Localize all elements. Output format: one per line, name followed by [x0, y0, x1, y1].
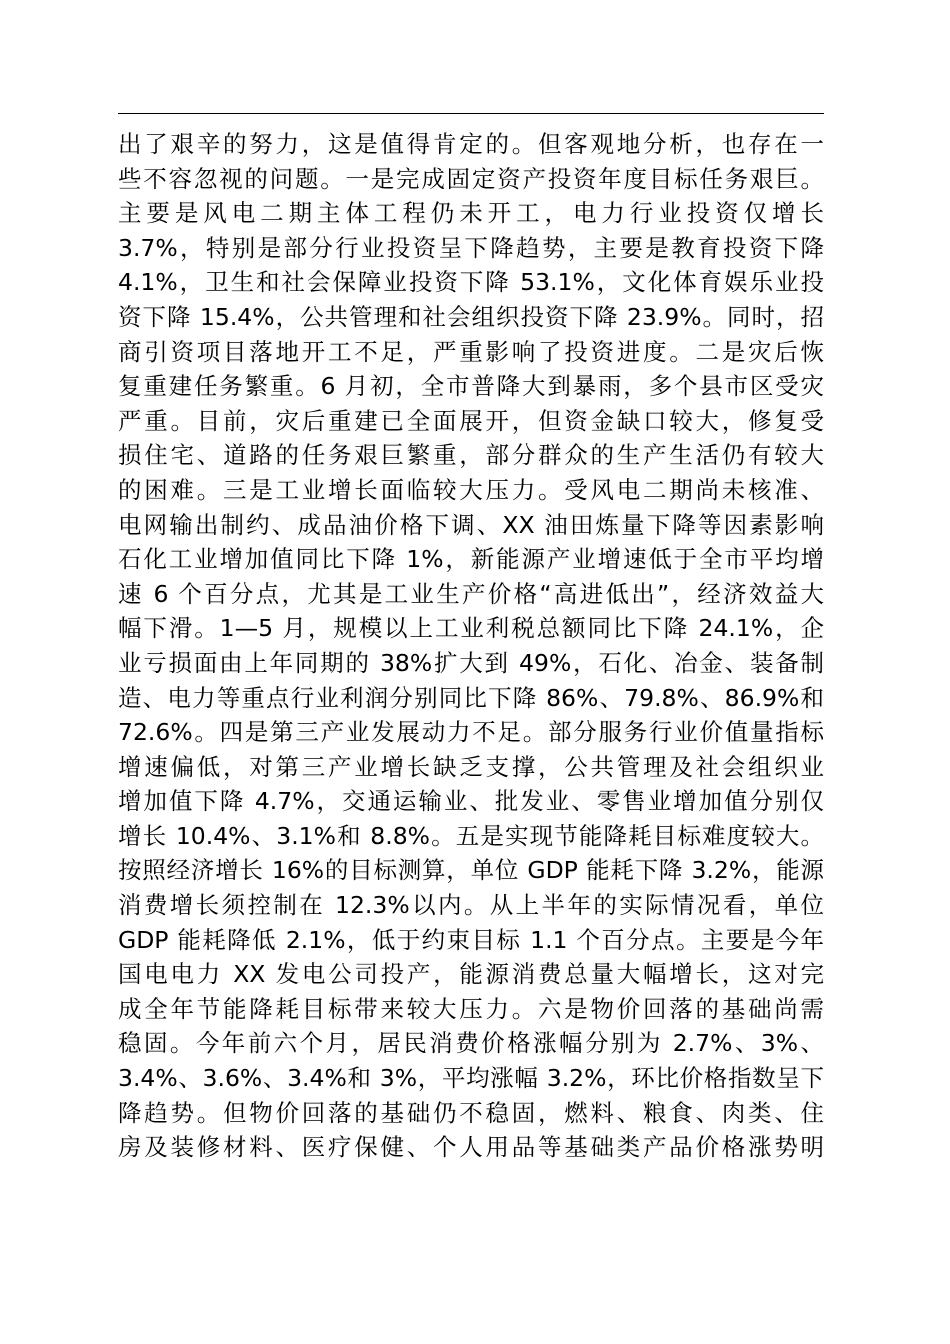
text-line: 业亏损面由上年同期的 38%扩大到 49%，石化、冶金、装备制: [118, 648, 824, 677]
header-rule: [118, 113, 824, 114]
text-line: 主要是风电二期主体工程仍未开工，电力行业投资仅增长: [118, 199, 824, 228]
text-line: 4.1%，卫生和社会保障业投资下降 53.1%，文化体育娱乐业投: [118, 268, 824, 297]
text-line: 稳固。今年前六个月，居民消费价格涨幅分别为 2.7%、3%、: [118, 1029, 824, 1058]
text-line: 严重。目前，灾后重建已全面展开，但资金缺口较大，修复受: [118, 406, 824, 435]
text-line: 72.6%。四是第三产业发展动力不足。部分服务行业价值量指标: [118, 718, 824, 747]
text-line: 消费增长须控制在 12.3%以内。从上半年的实际情况看，单位: [118, 891, 824, 920]
text-line: 复重建任务繁重。6 月初，全市普降大到暴雨，多个县市区受灾: [118, 372, 824, 401]
text-line: 房及装修材料、医疗保健、个人用品等基础类产品价格涨势明: [118, 1133, 824, 1162]
text-line: GDP 能耗降低 2.1%，低于约束目标 1.1 个百分点。主要是今年: [118, 925, 824, 954]
text-line: 增加值下降 4.7%，交通运输业、批发业、零售业增加值分别仅: [118, 787, 824, 816]
text-line: 电网输出制约、成品油价格下调、XX 油田炼量下降等因素影响: [118, 510, 824, 539]
text-line: 损住宅、道路的任务艰巨繁重，部分群众的生产生活仍有较大: [118, 441, 824, 470]
text-line: 些不容忽视的问题。一是完成固定资产投资年度目标任务艰巨。: [118, 164, 824, 193]
text-line: 幅下滑。1—5 月，规模以上工业利税总额同比下降 24.1%，企: [118, 614, 824, 643]
text-line: 造、电力等重点行业利润分别同比下降 86%、79.8%、86.9%和: [118, 683, 824, 712]
text-line: 出了艰辛的努力，这是值得肯定的。但客观地分析，也存在一: [118, 130, 824, 158]
text-line: 成全年节能降耗目标带来较大压力。六是物价回落的基础尚需: [118, 994, 824, 1023]
text-line: 3.7%，特别是部分行业投资呈下降趋势，主要是教育投资下降: [118, 233, 824, 262]
text-line: 增速偏低，对第三产业增长缺乏支撑，公共管理及社会组织业: [118, 752, 824, 781]
text-line: 降趋势。但物价回落的基础仍不稳固，燃料、粮食、肉类、住: [118, 1098, 824, 1127]
text-line: 速 6 个百分点，尤其是工业生产价格“高进低出”，经济效益大: [118, 579, 824, 608]
text-line: 商引资项目落地开工不足，严重影响了投资进度。二是灾后恢: [118, 337, 824, 366]
text-line: 的困难。三是工业增长面临较大压力。受风电二期尚未核准、: [118, 475, 824, 504]
body-paragraph: [118, 127, 824, 1165]
text-line: 增长 10.4%、3.1%和 8.8%。五是实现节能降耗目标难度较大。: [118, 821, 824, 850]
text-line: 3.4%、3.6%、3.4%和 3%，平均涨幅 3.2%，环比价格指数呈下: [118, 1064, 824, 1093]
text-line: 石化工业增加值同比下降 1%，新能源产业增速低于全市平均增: [118, 545, 824, 574]
text-line: 国电电力 XX 发电公司投产，能源消费总量大幅增长，这对完: [118, 960, 824, 989]
text-line: 资下降 15.4%，公共管理和社会组织投资下降 23.9%。同时，招: [118, 302, 824, 331]
text-line: 按照经济增长 16%的目标测算，单位 GDP 能耗下降 3.2%，能源: [118, 856, 824, 885]
